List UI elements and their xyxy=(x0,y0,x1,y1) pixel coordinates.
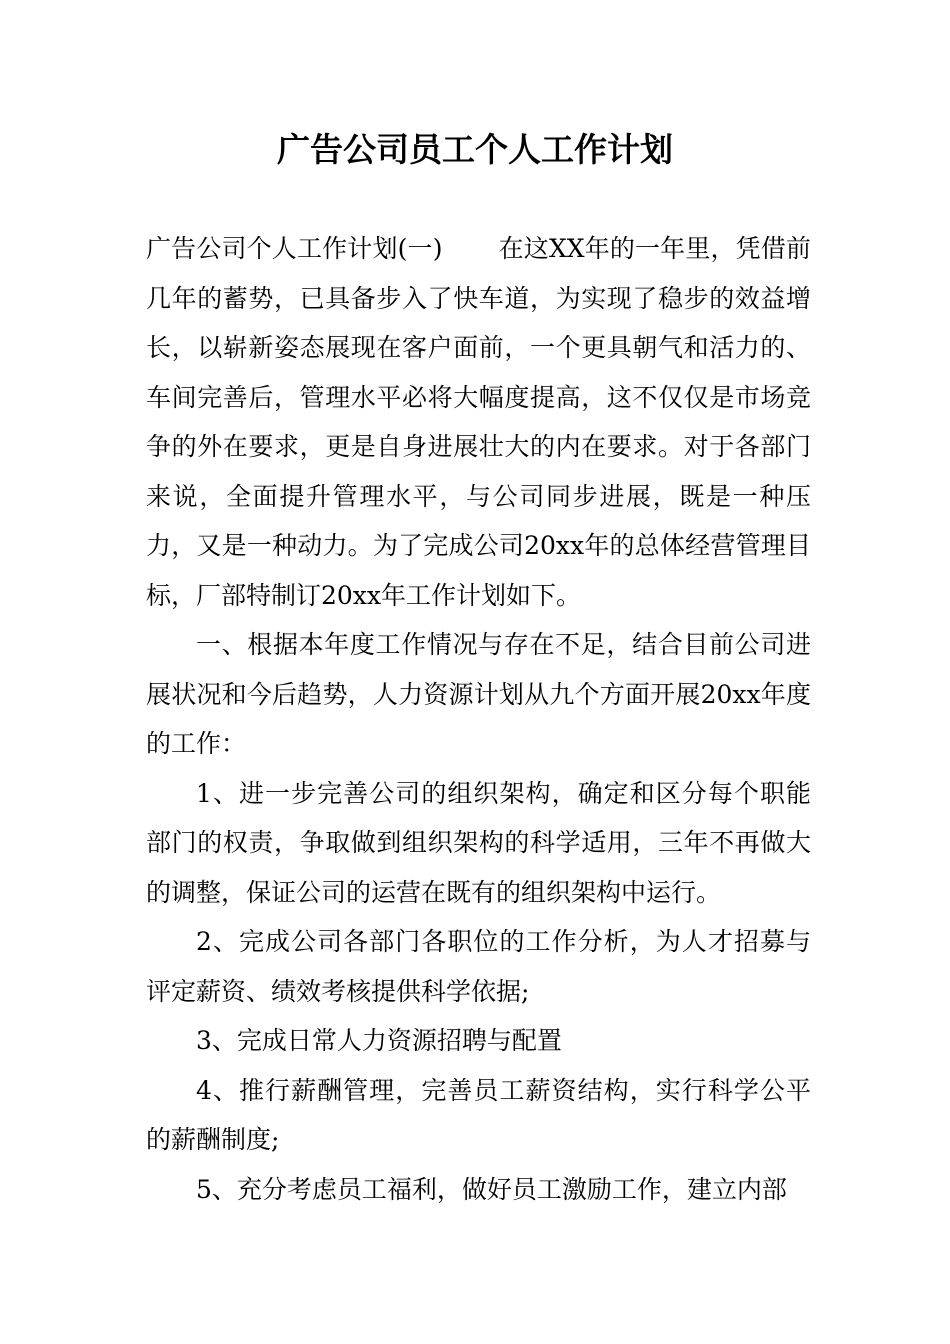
document-body xyxy=(146,224,811,1214)
intro-heading: 广告公司个人工作计划(一) xyxy=(146,234,443,263)
list-item-3: 3、完成日常人力资源招聘与配置 xyxy=(196,1026,562,1055)
list-item-5: 5、充分考虑员工福利，做好员工激励工作，建立内部 xyxy=(196,1174,787,1204)
list-item-2: 2、完成公司各部门各职位的工作分析，为人才招募与评定薪资、绩效考核提供科学依据; xyxy=(146,927,811,1006)
document-title: 广告公司员工个人工作计划 xyxy=(277,130,673,169)
section-one-paragraph: 一、根据本年度工作情况与存在不足，结合目前公司进展状况和今后趋势，人力资源计划从九个方面开展20xx年度的工作： xyxy=(146,630,811,758)
list-item-4: 4、推行薪酬管理，完善员工薪资结构，实行科学公平的薪酬制度; xyxy=(146,1075,811,1154)
intro-paragraph xyxy=(146,224,811,620)
list-item-1: 1、进一步完善公司的组织架构，确定和区分每个职能部门的权责，争取做到组织架构的科学适用，三年不再做大的调整，保证公司的运营在既有的组织架构中运行。 xyxy=(146,778,811,907)
intro-text: 在这XX年的一年里，凭借前几年的蓄势，已具备步入了快车道，为实现了稳步的效益增长，以崭新姿态展现在客户面前，一个更具朝气和活力的、车间完善后，管理水平必将大幅度提高，这不仅仅是市场竞争的外在要求，更是自身进展壮大的内在要求。对于各部门来说，全面提升管理水平，与公司同步进展，既是一种压力，又是一种动力。为了完成公司20xx年的总体经营管理目标，厂部特制订20xx年工作计划如下。 xyxy=(146,234,811,610)
